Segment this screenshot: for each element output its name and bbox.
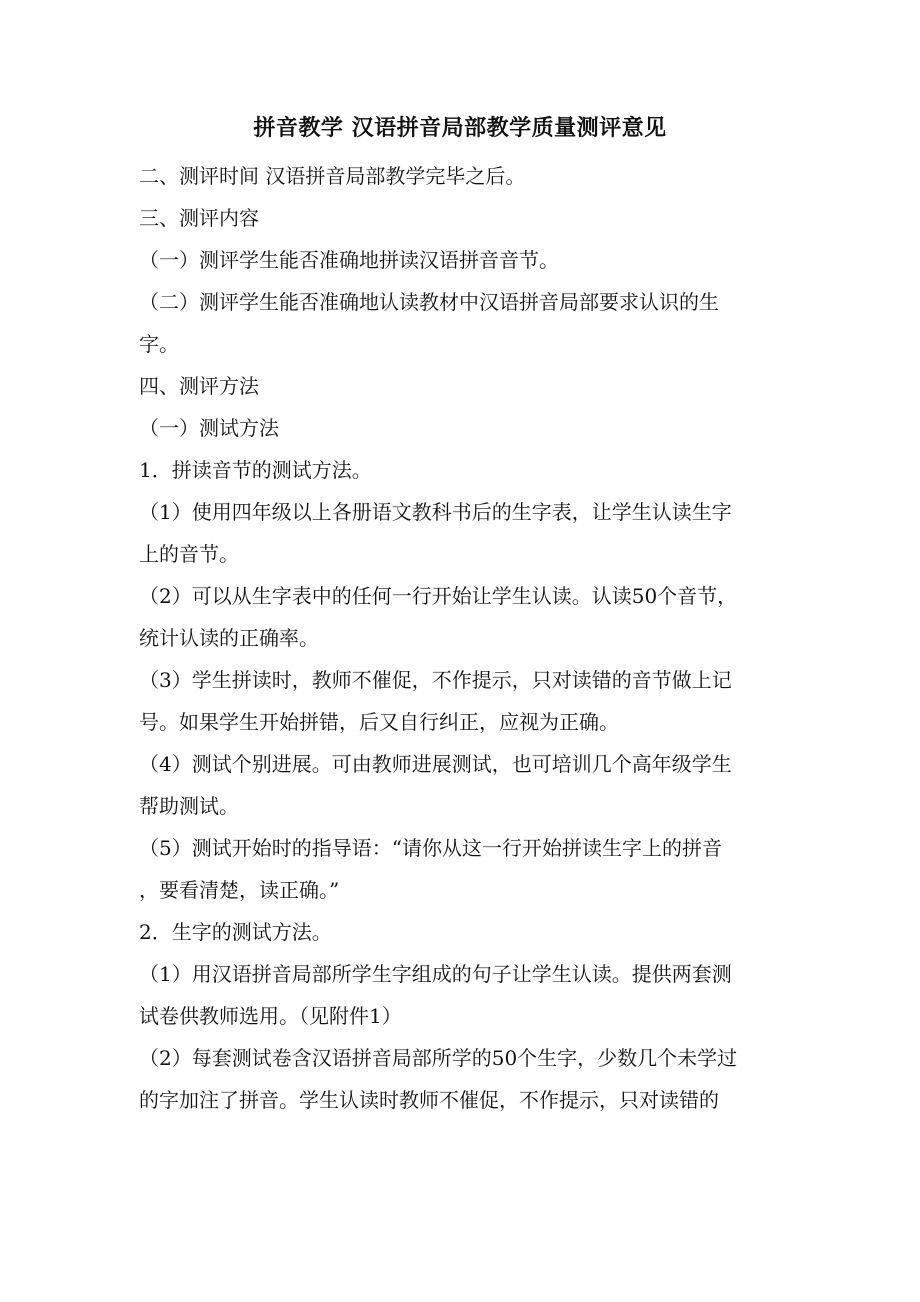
paragraph-line: （1）用汉语拼音局部所学生字组成的句子让学生认读。提供两套测: [139, 962, 732, 986]
subsection-heading: （一）测试方法: [139, 416, 279, 440]
section-heading: 三、测评内容: [139, 206, 259, 230]
paragraph-line: 帮助测试。: [139, 794, 239, 818]
paragraph-line: 试卷供教师选用。（见附件1）: [139, 1004, 402, 1028]
paragraph-line: （二）测评学生能否准确地认读教材中汉语拼音局部要求认识的生: [139, 290, 719, 314]
paragraph-line: 的字加注了拼音。学生认读时教师不催促，不作提示，只对读错的: [139, 1088, 719, 1112]
paragraph-line: （4）测试个别进展。可由教师进展测试，也可培训几个高年级学生: [139, 752, 732, 776]
list-heading: 1．拼读音节的测试方法。: [139, 458, 372, 482]
paragraph-line: （2）可以从生字表中的任何一行开始让学生认读。认读50个音节，: [139, 584, 738, 608]
paragraph-line: （1）使用四年级以上各册语文教科书后的生字表，让学生认读生字: [139, 500, 732, 524]
document-title: 拼音教学 汉语拼音局部教学质量测评意见: [253, 115, 667, 141]
paragraph-line: （5）测试开始时的指导语：“请你从这一行开始拼读生字上的拼音: [139, 836, 722, 860]
paragraph-line: 统计认读的正确率。: [139, 626, 319, 650]
document-body: [139, 155, 784, 1121]
paragraph-line: （3）学生拼读时，教师不催促，不作提示，只对读错的音节做上记: [139, 668, 732, 692]
paragraph-line: 字。: [139, 332, 179, 356]
paragraph-line: （一）测评学生能否准确地拼读汉语拼音音节。: [139, 248, 559, 272]
paragraph-line: 号。如果学生开始拼错，后又自行纠正，应视为正确。: [139, 710, 619, 734]
paragraph-line: 上的音节。: [139, 542, 239, 566]
paragraph-line: ，要看清楚，读正确。”: [139, 878, 340, 902]
paragraph-line: 二、测评时间 汉语拼音局部教学完毕之后。: [139, 164, 526, 188]
list-heading: 2．生字的测试方法。: [139, 920, 332, 944]
paragraph-line: （2）每套测试卷含汉语拼音局部所学的50个生字，少数几个未学过: [139, 1046, 738, 1070]
section-heading: 四、测评方法: [139, 374, 259, 398]
